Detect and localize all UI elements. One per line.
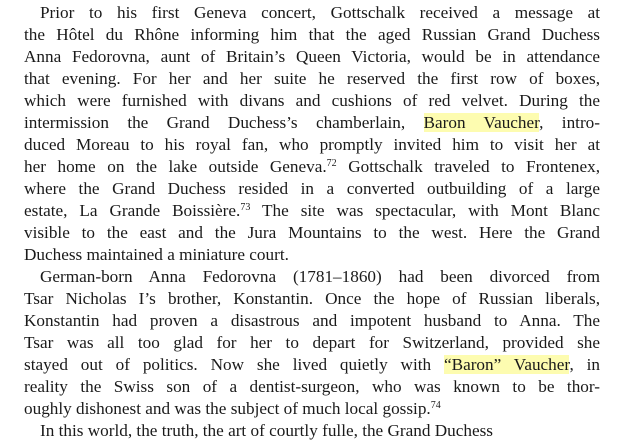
paragraph-1-line-8: her home on the lake outside Geneva.$^{72}$ Gottschalk traveled to Frontenex, (24, 157, 601, 176)
paragraph-2-line-5: stayed out of politics. Now she lived quietly with “Baron” Vaucher, in (24, 355, 600, 374)
footnote-ref-73[interactable]: 73 (240, 202, 251, 213)
paragraph-2-line-2: Tsar Nicholas I’s brother, Konstantin. Once the hope of Russian liberals, (24, 289, 600, 308)
paragraph-1-line-9: where the Grand Duchess resided in a converted outbuilding of a large (24, 179, 600, 198)
paragraph-1-line-7: duced Moreau to his royal fan, who promptly invited him to visit her at (24, 135, 600, 154)
paragraph-1-line-2: the Hôtel du Rhône informing him that the aged Russian Grand Duchess (24, 25, 600, 44)
paragraph-1-line-1: Prior to his first Geneva concert, Gottschalk received a message at (40, 3, 600, 22)
paragraph-1-line-11: visible to the east and the Jura Mountains to the west. Here the Grand (24, 223, 600, 242)
highlight-baron-vaucher: Baron Vaucher (423, 113, 540, 132)
paragraph-3-line-1: In this world, the truth, the art of courtly fulle, the Grand Duchess (40, 421, 493, 440)
footnote-ref-72[interactable]: 72 (326, 158, 337, 169)
highlight-baron-vaucher-quoted: “Baron” Vaucher (443, 355, 570, 374)
paragraph-2-line-1: German-born Anna Fedorovna (1781–1860) had been divorced from (40, 267, 600, 286)
paragraph-1-line-4: that evening. For her and her suite he reserved the first row of boxes, (24, 69, 600, 88)
paragraph-2-line-4: Tsar was all too glad for her to depart for Switzerland, provided she (24, 333, 600, 352)
paragraph-2-line-3: Konstantin had proven a disastrous and impotent husband to Anna. The (24, 311, 600, 330)
footnote-ref-74[interactable]: 74 (430, 400, 441, 411)
paragraph-1-line-10: estate, La Grande Boissière.$^{73}$ The site was spectacular, with Mont Blanc (24, 201, 600, 220)
paragraph-1-line-6: intermission the Grand Duchess’s chamberlain, Baron Vaucher, intro- (24, 113, 600, 132)
paragraph-1-line-5: which were furnished with divans and cushions of red velvet. During the (24, 91, 600, 110)
paragraph-2-line-6: reality the Swiss son of a dentist-surgeon, who was known to be thor- (24, 377, 600, 396)
paragraph-1-line-12: Duchess maintained a miniature court. (24, 245, 289, 264)
paragraph-1-line-3: Anna Fedorovna, aunt of Britain’s Queen Victoria, would be in attendance (24, 47, 600, 66)
paragraph-2-line-7: oughly dishonest and was the subject of much local gossip.$^{74}$ (24, 399, 441, 418)
